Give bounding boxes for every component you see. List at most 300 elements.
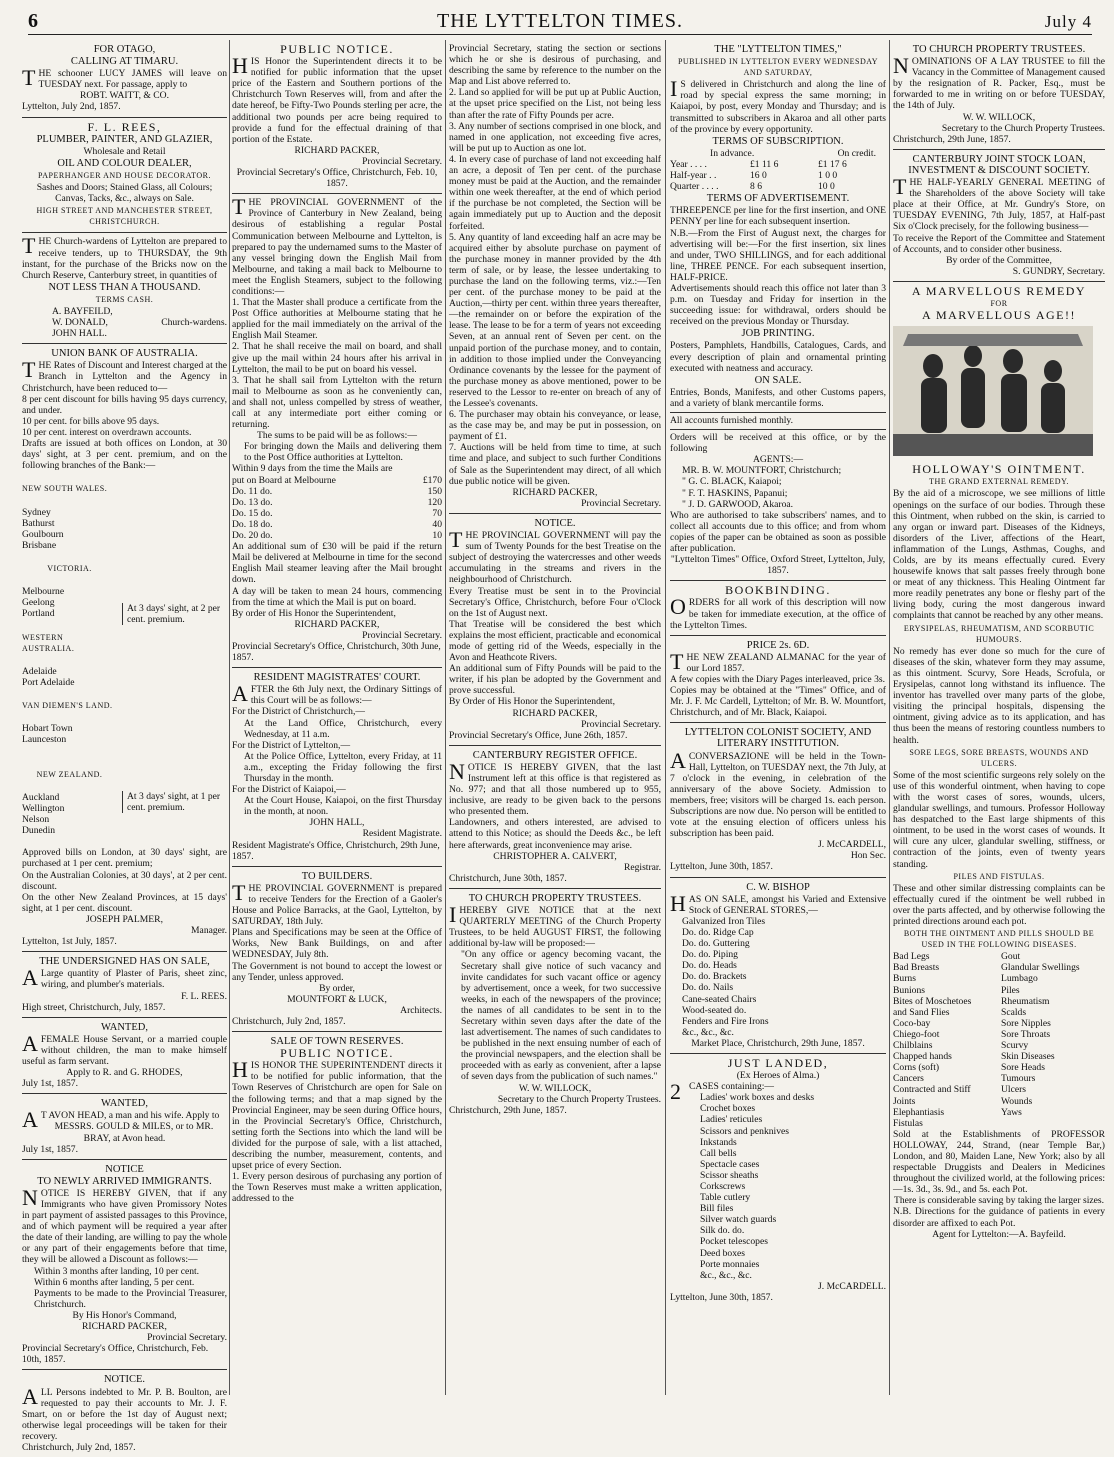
ad-heading: WANTED, [101,1021,148,1033]
holloway-engraving [893,326,1093,456]
branch-list: Auckland Wellington Nelson Dunedin [22,791,65,837]
ad-body: ALL Persons indebted to Mr. P. B. Boulton, are requested to pay their accounts to Mr. J. F. Smart, on or before the 1st day of August next; otherwise legal proceedings will be taken for their recovery. [22,1383,227,1442]
ad-town-reserves [232,1032,442,1208]
rate-amount: 10 [432,530,442,542]
stock-item: Do. do. Heads [682,960,737,972]
disease: Sore Heads [1001,1062,1045,1074]
branch-list: Melbourne Geelong Portland [22,586,65,620]
stock-item: Cane-seated Chairs [682,993,757,1005]
ad-date: Lyttelton, June 30th, 1857. [670,861,773,873]
signatory-role: Church-wardens. [161,317,227,329]
ad-subheading: PLUMBER, PAINTER, AND GLAZIER, [36,133,213,145]
rate-credit: £1 17 6 [818,158,847,170]
column-3 [449,40,661,1395]
ad-para: THREEPENCE per line for the first insertion, and ONE PENNY per line for each subsequent insertion. [670,205,886,228]
ad-date: Christchurch, 29th June, 1857. [893,133,1011,145]
ad-treatise [449,514,661,746]
rate-advance: £1 11 6 [750,158,779,170]
ad-body: HIS Honor the Superintendent directs it to be notified for public information that the upset price of the Eastern and Southern portions of the Christchurch Town Reserves will, from and after the date hereof, be Fifty-Two Pounds sterling per acre, the additional two pounds per acre being required to provide a fund for the effectual draining of that portion of the Estate. [232,53,442,145]
ad-subheading: TERMS OF ADVERTISEMENT. [706,193,850,205]
ad-para: 5. Any quantity of land exceeding half an acre may be acquired either by absolute purchase on payment of the purchase money in manner provided by the 4th term of sale, or by lease, the lessee undertaking to purchase the land on the following terms, viz.:—Ten per cent. of the purchase money to be paid at the Auction,—thirty per cent. within three years thereafter,—the remainder on or before the expiration of the lease. The lease to be for a term of years not exceeding Seven, at an annual rent of Seven per cent. on the unpaid portion of the purchase money, and to contain, in addition to those implied under the Conveyancing Ordinance covenants by the lessee for the payment of the purchase money as above mentioned, power to be reserved to the Lessor to re-enter on breach of any of the Lessee's covenants. [449,231,661,409]
goods-item: Crochet boxes [700,1103,756,1115]
rate-period: Year . . . . [670,158,707,170]
stock-list [670,916,886,1038]
ad-signature: RICHARD PACKER, [294,144,380,156]
mail-rate-row [232,486,442,497]
ad-para: 7. Auctions will be held from time to time, at such time and place, and subject to such further Conditions of Sale as the Superintendent may direct, of all which due public notice will be given. [449,442,661,487]
ad-body: THE NEW ZEALAND ALMANAC for the year of our Lord 1857. [670,648,886,674]
ad-date: Resident Magistrate's Office, Christchurch, 29th June, 1857. [232,839,440,862]
ad-para: Plans and Specifications may be seen at the Office of Works, New Bank Buildings, on and after WEDNESDAY, July 8th. [232,927,442,961]
ad-heading: PUBLIC NOTICE. [280,42,394,56]
product-name: HOLLOWAY'S OINTMENT. [912,462,1086,477]
ad-line: For the District of Christchurch,— [232,706,365,718]
bank-branches-b [22,757,227,848]
disease: Sore Throats [1001,1028,1051,1040]
goods-list [670,1092,886,1281]
ad-para: That Treatise will be considered the best which explains the most efficient, practicable and economical mode of getting rid of the Weeds, especially in the Avon and Heathcote Rivers. [449,618,661,664]
ad-heading: CANTERBURY JOINT STOCK LOAN, INVESTMENT & DISCOUNT SOCIETY. [908,153,1090,176]
ad-body: THE PROVINCIAL GOVERNMENT is prepared to receive Tenders for the Erection of a Gaoler's House and Police Barracks, at the Gaol, Lyttelton, by SATURDAY, 18th July. [232,879,442,928]
ad-role: Hon Sec. [850,850,886,862]
disease: Rheumatism [1001,995,1050,1007]
disease: Wounds [1001,1095,1033,1107]
branch-note: At 3 days' sight, at 2 per cent. premium. [122,603,227,625]
landed-intro: 2 CASES containing:— [670,1079,775,1105]
ad-body: THE HALF-YEARLY GENERAL MEETING of the Shareholders of the above Society will take place at their Office, at Mr. Gundry's Store, on TUESDAY EVENING, 7th July, 1857, at Half-past Six o'Clock precisely, for the following business— [893,174,1105,233]
ad-para: 1. That the Master shall produce a certificate from the Post Office authorities at Melbourne stating that he applied for the mail immediately on the arrival of the English Mail Steamer. [232,297,442,342]
ad-wanted-avon [22,1094,227,1159]
bank-branches-a [22,471,227,756]
disease: and Sand Flies [893,1006,950,1018]
ad-date: Christchurch, June 30th, 1857. [449,872,567,884]
ad-para: Provincial Secretary, stating the section or sections which he or she is desirous of purchasing, and describing the same by reference to the number on the Map and List above referred to. [449,43,661,88]
ad-role: Provincial Secretary. [362,629,442,641]
ad-para: There is considerable saving by taking the larger sizes. [893,1195,1105,1207]
goods-item: Deed boxes [700,1247,746,1259]
disease: Corns (soft) [893,1062,940,1074]
ad-para: Some of the most scientific surgeons rely solely on the use of this wonderful ointment, when having to cope with the worst cases of sores, wounds, ulcers, glandular swellings, and tumours. Professor Holloway has despatched to the East large shipments of this ointment, to be used in the worst cases of wounds. It will cure any ulcer, glandular swelling, stiffness, or contraction of the joints, even of twenty years standing. [893,769,1105,870]
ad-date: July 1st, 1857. [22,1143,78,1155]
column-rule [445,40,446,1395]
ad-lay-trustee [893,40,1105,150]
ad-rees [22,118,227,234]
disease: Joints [893,1095,916,1107]
ad-body: THE Church-wardens of Lyttelton are prepared to receive tenders, up to THURSDAY, the 9th instant, for the purchase of the Bricks now on the Church Reserve, Canterbury street, in quantities of [22,233,227,281]
ad-line: Drafts are issued at both offices on London, at 30 days' sight, at 3 per cent. premium, and on the following branches of the Bank:— [22,438,227,472]
signatory: JOHN HALL. [52,328,107,340]
goods-item: Scissors and penknives [700,1125,789,1137]
ad-date: Lyttelton, July 2nd, 1857. [22,101,121,113]
ad-body: Sashes and Doors; Stained Glass, all Colours; Canvas, Tacks, &c., always on Sale. [36,182,213,205]
disease: Piles [1001,984,1020,996]
ad-body: THE Rates of Discount and Interest charged at the Branch in Lyttelton and the Agency in Christchurch, have been reduced to— [22,357,227,394]
ad-heading: TO BUILDERS. [301,870,373,882]
ad-line: At the Police Office, Lyttelton, every Friday, at 11 a.m., excepting the Friday following the first Thursday in the month. [244,750,442,784]
ad-subheading: ON SALE. [754,374,802,386]
ad-para: Sold at the Establishments of PROFESSOR HOLLOWAY, 244, Strand, (near Temple Bar,) London, and 80, Maiden Lane, New York; also by all respectable Druggists and Dealers in Medicines throughout the civilized world, at the following prices:—1s. 3d., 3s. 9d., and 5s. each Pot. [893,1128,1105,1196]
disease: Glandular Swellings [1001,962,1080,974]
ad-subheading: CALLING AT TIMARU. [70,56,179,68]
ad-para: Who are authorised to take subscribers' names, and to collect all accounts due to this office; and from whom copies of the paper can be obtained as soon as possible after publication. [670,509,886,555]
issue-date: July 4 [1044,12,1092,31]
ad-line: At the Court House, Kaiapoi, on the first Thursday in the month, at noon. [244,795,442,818]
ad-para: An additional sum of Fifty Pounds will be paid to the writer, if his plan be adopted by the Government and prove successful. [449,663,661,697]
ad-para: N.B. Directions for the guidance of patients in every disorder are affixed to each Pot. [893,1206,1105,1229]
ad-heading: FOR OTAGO, [93,44,156,55]
column-rule [229,40,230,1395]
goods-item: Scissor sheaths [700,1169,759,1181]
ad-para: A day will be taken to mean 24 hours, commencing from the time at which the Mail is put on board. [232,585,442,608]
rate-period: Half-year . . [670,170,717,182]
rate-amount: 150 [427,485,442,497]
ad-body: AFEMALE House Servant, or a married couple without children, the man to make himself useful as farm servant. [22,1030,227,1067]
column-rule [889,40,890,1395]
ad-line: 8 per cent discount for bills having 95 days currency, and under. [22,393,227,416]
ad-heading: F. L. REES, [87,119,162,134]
rate-amount: 40 [432,518,442,530]
ad-contact: MESSRS. GOULD & MILES, or to MR. BRAY, at Avon head. [54,1121,214,1144]
ad-para: An additional sum of £30 will be paid if the return Mail be delivered at Melbourne in time for the second English Mail steamer leaving after the Mail brought down. [232,541,442,586]
stock-item: Do. do. Piping [682,949,738,961]
ad-body: ORDERS for all work of this description will now be taken for immediate execution, at the office of the Lyttelton Times. [670,594,886,631]
ad-wanted-servant [22,1018,227,1095]
ad-subheading: TERMS OF SUBSCRIPTION. [712,135,844,147]
ad-address: "Lyttelton Times" Office, Oxford Street, Lyttelton, July, 1857. [670,554,886,577]
ad-line: The sums to be paid will be as follows:— [257,430,417,442]
ad-para: To receive the Report of the Committee and Statement of Accounts, and to consider other business. [893,232,1105,255]
disease-list-left [893,951,997,1129]
ad-church-trustees-bylaw [449,889,661,1120]
subscription-rates [670,159,886,192]
ad-signature: RICHARD PACKER, [82,1321,167,1333]
disease: Scalds [1001,1006,1027,1018]
ad-date: Christchurch, 29th June, 1857. [449,1104,567,1116]
rate-days: Do. 20 do. [232,530,273,542]
ad-line: By order of the Committee, [946,254,1052,266]
column-2 [232,40,442,1395]
ad-para: No remedy has ever done so much for the cure of diseases of the skin, whatever form they may assume, as this ointment. Scurvy, Sore Heads, Scrofula, or Erysipelas, cannot long withstand its influence. The inventor has travelled over many parts of the globe, visiting the principal hospitals, dispensing the ointment, giving advice as to its application, and has thus been the means of restoring countless numbers to health. [893,645,1105,746]
disease: Bad Legs [893,951,930,963]
rate-amount: 70 [432,507,442,519]
ad-para: Orders will be received at this office, or by the following [670,429,886,454]
ad-heading: LYTTELTON COLONIST SOCIETY, AND LITERARY INSTITUTION. [684,727,872,750]
ad-date: Christchurch, July 2nd, 1857. [22,1441,136,1453]
rate-advance: 16 0 [750,170,767,182]
ad-para: 2. Land so applied for will be put up at Public Auction, at the upset price specified on the List, not being less than after the rate of Fifty Pounds per acre. [449,87,661,121]
disease: Fistulas [893,1117,923,1129]
goods-item: Ladies' work boxes and desks [700,1092,815,1104]
goods-item: Spectacle cases [700,1158,760,1170]
disease: Ulcers [1001,1084,1027,1096]
rate-days: Do. 15 do. [232,507,273,519]
ad-signature: W. W. WILLOCK, [518,1082,592,1094]
ad-heading: THE "LYTTELTON TIMES," [714,44,842,55]
ad-para: A few copies with the Diary Pages interleaved, price 3s. [670,673,885,685]
goods-item: Pocket telescopes [700,1236,768,1248]
ad-line: Within 6 months after landing, 5 per cent. [34,1276,195,1288]
stock-item: Fenders and Fire Irons [682,1015,769,1027]
branch-list: Adelaide Port Adelaide [22,665,75,688]
ad-debt-notice [22,1370,227,1457]
stock-item: Do. do. Brackets [682,971,747,983]
ad-subheading: PUBLISHED IN LYTTELTON EVERY WEDNESDAY AND SATURDAY, [677,57,879,78]
ad-contact: Apply to R. and G. RHODES, [66,1067,183,1079]
ad-date: Provincial Secretary's Office, Christchurch, 30th June, 1857. [232,640,441,664]
region: NEW SOUTH WALES. [22,484,108,494]
goods-item: Silk do. do. [700,1225,745,1237]
disease: Bunions [893,984,925,996]
ad-body: THE PROVINCIAL GOVERNMENT of the Province of Canterbury in New Zealand, being desirous of establishing a regular Postal Communication between Melbourne and Lyttelton, is prepared to pay the undernamed sums to the Master of any vessel bringing down the English Mail from Melbourne, and taking a mail back to Melbourne to meet the English Steamers, subject to the following conditions:— [232,194,442,297]
ad-line: 10 per cent. for bills above 95 days. [22,415,160,427]
branch-note: At 3 days' sight, at 1 per cent. premium. [122,791,227,813]
ad-signature: JOSEPH PALMER, [86,913,163,925]
ad-signatories [22,306,227,339]
goods-item: Porte monnaies [700,1258,760,1270]
ad-heading: JUST LANDED, [727,1055,829,1070]
ad-date: July 1st, 1857. [22,1078,78,1090]
goods-item: Bill files [700,1203,734,1215]
ad-para: By the aid of a microscope, we see millions of little openings on the surface of our bodies. Through these this Ointment, when rubbed on the skin, is carried to any organ or inward part. Diseases of the Kidneys, disorders of the Liver, affections of the Heart, inflammation of the Lungs, Asthmas, Coughs, and Colds, are by its means effectually cured. Every housewife knows that salt passes freely through bone or meat of any thickness. This Healing Ointment far more readily penetrates any bone or fleshy part of the living body, curing the most dangerous inward complaints that cannot be reached by any other means. [893,488,1105,622]
ad-para: Posters, Pamphlets, Handbills, Catalogues, Cards, and every description of plain and ornamental printing executed with neatness and accuracy. [670,340,886,374]
ad-line: For bringing down the Mails and delivering them to the Post Office authorities at Lyttelton. [244,441,442,464]
rate-period: Quarter . . . . [670,181,719,193]
ad-body: IHEREBY GIVE NOTICE that at the next QUARTERLY MEETING of the Church Property Trustees, to be held AUGUST FIRST, the following additional by-law will be proposed:— [449,902,661,950]
ad-para: Copies may be obtained at the "Times" Office, and of Mr. J. F. Mc Cardell, Lyttelton; of Mr. B. W. Mountfort, Christchurch, and of Mr. Black, Kaiapoi. [670,685,886,719]
ad-subheading: ERYSIPELAS, RHEUMATISM, AND SCORBUTIC HUMOURS. [903,623,1095,644]
stock-item: Do. do. Ridge Cap [682,926,754,938]
ad-heading: NOTICE. [103,1374,146,1386]
ad-church-bricks [22,233,227,344]
ad-para: N.B.—From the First of August next, the charges for advertising will be:—For the first insertion, six lines and under, TWO SHILLINGS, and for each additional line, THREE PENCE. For each subsequent insertion, HALF-PRICE. [670,227,886,283]
region: NEW ZEALAND. [36,769,103,779]
ad-role: Provincial Secretary. [581,497,661,509]
ad-line: TERMS CASH. [95,294,154,304]
disease: Sore Nipples [1001,1017,1051,1029]
signatory: A. BAYFEILD, [52,305,113,317]
ad-plaster [22,952,227,1017]
ad-para: All accounts furnished monthly. [670,412,886,426]
ad-date: Provincial Secretary's Office, Christchurch, Feb. 10th, 1857. [22,1343,209,1366]
ad-heading: NOTICE. [534,517,576,529]
disease: Tumours [1001,1073,1036,1085]
ad-line: By order, [319,982,355,994]
goods-item: Corkscrews [700,1181,746,1192]
ad-line: 10 per cent. interest on overdrawn accounts. [22,426,192,438]
ad-date: Lyttelton, 1st July, 1857. [22,936,117,948]
ad-para: 4. In every case of purchase of land not exceeding half an acre, a deposit of Ten per cent. of the purchase money must be paid at the Auction, and the remainder within one week thereafter, at the end of which period if the purchase be not completed, the Section will be again immediately put up to Auction and the deposit forfeited. [449,153,661,232]
mail-rate-row [232,530,442,541]
ad-line: At the Land Office, Christchurch, every Wednesday, at 11 a.m. [244,717,442,740]
ad-role: Secretary to the Church Property Trustees. [941,122,1105,134]
ad-signature: MOUNTFORT & LUCK, [287,993,387,1005]
rate-row [670,159,886,170]
ad-body: A Large quantity of Plaster of Paris, sheet zinc, wiring, and plumber's materials. [22,965,227,991]
stock-item: &c., &c., &c. [682,1026,734,1038]
page-number: 6 [28,10,38,32]
ad-bookbinding [670,581,886,635]
ad-subheading: PILES AND FISTULAS. [953,871,1045,881]
ad-role: Secretary to the Church Property Trustees. [497,1093,661,1105]
ad-role: Manager. [191,925,227,937]
ad-heading: A MARVELLOUS REMEDY [911,283,1087,298]
ad-signature: RICHARD PACKER, [294,618,380,630]
goods-item: Call bells [700,1147,737,1159]
agent: MR. B. W. MOUNTFORT, Christchurch; [682,465,842,477]
disease: Burns [893,973,916,985]
ad-lyttelton-times [670,40,886,581]
ad-line: By Order of His Honor the Superintendent, [449,696,615,708]
ad-body: THE schooner LUCY JAMES will leave on TUESDAY next. For passage, apply to [22,65,227,91]
ad-line: For the District of Kaiapoi,— [232,784,346,796]
ad-union-bank [22,344,227,952]
ad-role: Resident Magistrate. [362,828,442,840]
ad-para: 1. Every person desirous of purchasing any portion of the Town Reserves must make a written application, addressed to the [232,1171,442,1205]
disease: Skin Diseases [1001,1051,1055,1063]
ad-body: NOTICE IS HEREBY GIVEN, that if any Immigrants who have given Promissory Notes in part payment of assisted passages to this Province, and of which payment will be required a year after the date of their landing, are willing to pay the whole or any part of their engagements before that time, they will be allowed a Discount as follows:— [22,1184,227,1266]
rate-row [670,170,886,181]
ad-line: For the District of Lyttelton,— [232,739,351,751]
ad-date: Lyttelton, June 30th, 1857. [670,1291,773,1303]
ad-line: OIL AND COLOUR DEALER, [57,157,192,169]
ad-para: Landowners, and others interested, are advised to attend to this Notice; as should the Deeds &c., be left here afterwards, great inconvenience may arise. [449,817,661,851]
stock-item: Do. do. Nails [682,982,734,994]
ad-signature: RICHARD PACKER, [512,707,598,719]
disease: Cancers [893,1073,924,1085]
rates-header: In advance. On credit. [710,147,876,159]
ad-address: Market Place, Christchurch, 29th June, 1857. [691,1037,865,1049]
disease: Bad Breasts [893,962,940,974]
disease: Coco-bay [893,1017,931,1029]
ad-quote: "On any office or agency becoming vacant, the Secretary shall give notice of such vacancy and invite candidates for such vacant office or agency by advertisement, once a week, for two successive weeks, in each of the newspapers of the province; the names of all candidates to be sent in to the Secretary within seven days after the date of the last advertisement. The names of such candidates to be published in the next ensuing number of each of the provincial newspapers, and the election shall be proceeded with as early as convenient, after a lapse of seven days from the publication of such names." [461,949,661,1083]
agent: " G. C. BLACK, Kaiapoi; [682,476,782,488]
ad-heading: BOOKBINDING. [725,583,831,598]
ad-heading: TO CHURCH PROPERTY TRUSTEES. [468,892,642,904]
ad-para: These and other similar distressing complaints can be effectually cured if the ointment be well rubbed in over the parts affected, and by otherwise following the printed directions around each pot. [893,882,1105,927]
ad-subheading: SORE LEGS, SORE BREASTS, WOUNDS AND ULCERS. [909,747,1089,768]
ad-para: 2. That he shall receive the mail on board, and shall give up the mail within 24 hours after his arrival in Lyttelton, the mail to be put on board his vessel. [232,341,442,375]
region: VAN DIEMEN'S LAND. [22,701,113,711]
column-5 [893,40,1105,1395]
column-rule [665,40,666,1395]
ad-otago [22,40,227,118]
ad-colonist-society [670,723,886,877]
ad-signature: F. L. REES. [181,990,227,1002]
mail-rate-first: Within 9 days from the time the Mails are put on Board at Melbourne £170 [232,463,442,486]
ad-signature: JOHN HALL, [309,817,365,829]
ad-para: 3. Any number of sections comprised in one block, and named in one application, not exceeding five acres, will be put up to Auction as one lot. [449,120,661,154]
ad-signature: ROBT. WAITT, & CO. [79,90,169,102]
ad-heading: WANTED, [101,1098,148,1110]
ad-heading: TO CHURCH PROPERTY TRUSTEES. [912,44,1086,55]
ad-holloway [893,282,1105,1244]
stock-item: Galvanized Iron Tiles [682,915,766,927]
ad-signature: S. GUNDRY, Secretary. [1012,265,1105,277]
rate-days: Do. 11 do. [232,485,273,497]
disease: Lumbago [1001,973,1038,985]
rate-advance: 8 6 [750,181,762,193]
ad-agent: Agent for Lyttelton:—A. Bayfeild. [932,1228,1066,1240]
region: VICTORIA. [47,564,92,574]
rate-row [670,181,886,192]
ad-subheading: JOB PRINTING. [741,328,815,340]
ad-body: ACONVERSAZIONE will be held in the Town-Hall, Lyttelton, on TUESDAY next, the 7th July, at 7 o'clock in the evening, in celebration of the anniversary of the above Society. Admission to members, free; visitors will be charged 1s. each person. Subscriptions are now due. No person will be entitled to vote at the ensuing election of officers unless his subscription has been paid. [670,747,886,840]
branch-list: Hobart Town Launceston [22,723,73,746]
ad-date: High street, Christchurch, July, 1857. [22,1001,166,1013]
ad-para: The Government is not bound to accept the lowest or any Tender, unless approved. [232,960,442,983]
ad-line: Within 3 months after landing, 10 per cent. [34,1265,200,1277]
rate-days: Do. 18 do. [232,518,273,530]
ad-subheading: AGENTS:— [752,454,804,466]
stock-item: Do. do. Guttering [682,938,750,950]
ad-heading: CANTERBURY REGISTER OFFICE. [472,749,638,761]
ad-subheading: (Ex Heroes of Alma.) [736,1070,820,1082]
ad-town-reserves-cont [449,40,661,514]
disease: Gout [1001,951,1021,963]
column-1 [22,40,227,1453]
ad-line: Approved bills on London, at 30 days' sight, are purchased at 1 per cent. premium; [22,847,227,870]
ad-body: I S delivered in Christchurch and along the line of road by special express the same morning; in Kaiapoi, by post, every Monday and Thursday; and is transmitted to subscribers in Akaroa and all other parts of the province by every opportunity. [670,76,886,135]
disease-list-right [1001,951,1105,1129]
ad-line: By order of His Honor the Superintendent, [232,607,396,619]
ad-role: Provincial Secretary. [362,155,442,167]
ad-signature: W. W. WILLOCK, [962,111,1036,123]
ad-body: HAS ON SALE, amongst his Varied and Extensive Stock of GENERAL STORES,— [670,890,886,916]
ad-role: Provincial Secretary. [147,1332,227,1344]
ad-loan-society [893,150,1105,282]
ad-line: By His Honor's Command, [72,1309,177,1321]
ad-address: HIGH STREET AND MANCHESTER STREET, CHRISTCHURCH. [36,206,213,227]
ad-body: A T AVON HEAD, a man and his wife. Apply to [22,1107,220,1133]
ad-role: Registrar. [623,861,661,873]
rate-credit: 10 0 [818,181,835,193]
ad-line: On the other New Zealand Provinces, at 15 days' sight, at 1 per cent. discount. [22,891,227,914]
ad-date: Provincial Secretary's Office, Christchurch, Feb. 10, 1857. [236,167,438,190]
region: WESTERN AUSTRALIA. [22,632,75,653]
ad-magistrates-court [232,668,442,867]
goods-item: Ladies' reticules [700,1114,763,1126]
agent: " F. T. HASKINS, Papanui; [682,487,788,499]
ad-signature: CHRISTOPHER A. CALVERT, [493,850,617,862]
ad-register-office [449,746,661,889]
ad-signature: RICHARD PACKER, [512,486,598,498]
ad-subheading: THE GRAND EXTERNAL REMEDY. [929,477,1069,487]
ad-role: Provincial Secretary. [581,718,661,730]
ad-english-mail [232,194,442,668]
agent: " J. D. GARWOOD, Akaroa. [682,498,794,510]
ad-just-landed [670,1054,886,1307]
ad-subheading: PUBLIC NOTICE. [280,1046,394,1061]
ad-bishop-stores [670,878,886,1054]
goods-item: Inkstands [700,1136,737,1148]
ad-body: AFTER the 6th July next, the Ordinary Sittings of this Court will be as follows:— [232,681,442,707]
disease: Contracted and Stiff [893,1084,971,1096]
disease: Scurvy [1001,1040,1029,1052]
ad-heading: PRICE 2s. 6D. [746,639,810,651]
ad-subheading: BOTH THE OINTMENT AND PILLS SHOULD BE USED IN THE FOLLOWING DISEASES. [903,929,1095,950]
ad-body: HIS HONOR THE SUPERINTENDENT directs it to be notified for public information, that the Town Reserves of Christchurch are open for Sale on the following terms; and that a map signed by the Provincial Engineer, may be seen during Office hours, in the Provincial Secretary's Office, Christchurch, setting forth the Sections into which the land will be divided for the purpose of sale, with a list attached, describing the number, measurement, contents, and upset price of every Section. [232,1057,442,1172]
column-4 [670,40,886,1395]
ad-heading: RESIDENT MAGISTRATES' COURT. [253,672,421,684]
mail-rate-row [232,519,442,530]
ad-heading: NOT LESS THAN A THOUSAND. [48,281,201,293]
ad-para: Every Treatise must be sent in to the Provincial Secretary's Office, Christchurch, before Four o'Clock on the 1st of August next. [449,585,661,619]
ad-heading: NOTICE [105,1163,144,1175]
disease: Chapped hands [893,1051,952,1063]
disease: Elephantiasis [893,1106,945,1118]
ad-almanac [670,636,886,724]
rate-amount: 120 [427,496,442,508]
